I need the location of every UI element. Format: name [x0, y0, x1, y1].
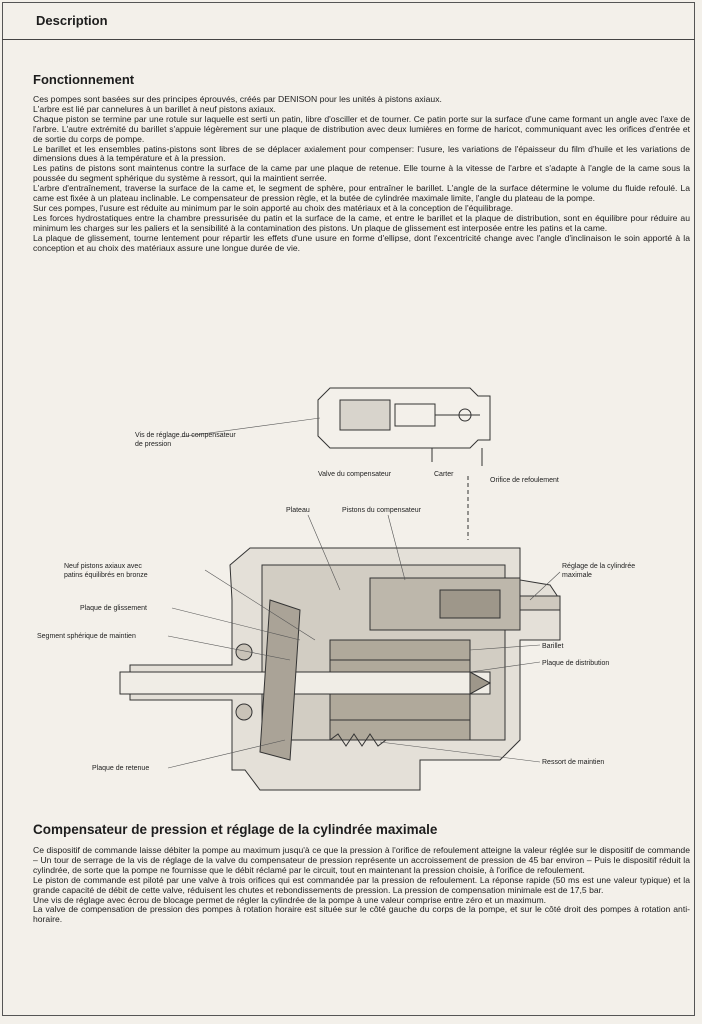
- label-vis-reglage-1: Vis de réglage du compensateur: [135, 432, 236, 439]
- label-plaque-retenue: Plaque de retenue: [92, 765, 150, 772]
- pump-diagram: [0, 370, 702, 810]
- paragraph: La plaque de glissement, tourne lentement pour répartir les effets d'une usure en forme d'ellipse, dont l'excentricité change avec l'angle d'inclinaison le soin apporté à la conception et au choix des matériaux assure une longue durée de vie.: [33, 232, 690, 253]
- label-carter: Carter: [434, 471, 454, 478]
- section-fonctionnement: [33, 72, 690, 254]
- label-reglage-cyl-1: Réglage de la cylindrée: [562, 563, 636, 570]
- label-ressort: Ressort de maintien: [542, 759, 605, 766]
- paragraph: Une vis de réglage avec écrou de blocage permet de régler la cylindrée de la pompe à une valeur comprise entre zéro et un maximum.: [33, 894, 547, 905]
- section-compensateur: [33, 822, 690, 925]
- section-title: Compensateur de pression et réglage de la cylindrée maximale: [33, 822, 438, 837]
- label-neuf-pistons-1: Neuf pistons axiaux avec: [64, 563, 142, 570]
- label-plaque-glissement: Plaque de glissement: [80, 605, 147, 612]
- paragraph: Ce dispositif de commande laisse débiter la pompe au maximum jusqu'à ce que la pression à l'orifice de refoulement atteigne la valeur réglée sur le dispositif de commande – Un tour de serrage de la vis de réglage de la valve du compensateur de pression représente un accroissement de pression de 45 bar environ – Puis le dispositif réduit la cylindrée, de sorte que la pompe ne fournisse que le débit réclamé par le circuit, tout en maintenant la pression choisie, à l'orifice de refoulement.: [33, 845, 690, 875]
- label-neuf-pistons-2: patins équilibrés en bronze: [64, 572, 148, 579]
- label-pistons-comp: Pistons du compensateur: [342, 507, 421, 514]
- header-bar: [2, 2, 695, 40]
- paragraph: Sur ces pompes, l'usure est réduite au minimum par le soin apporté au choix des matériaux et à la conception de l'équilibrage.: [33, 202, 514, 213]
- label-barillet: Barillet: [542, 643, 564, 650]
- paragraph: Les forces hydrostatiques entre la chambre pressurisée du patin et la surface de la came, et entre le barillet et la plaque de distribution, sont en équilibre pour réduire au minimum les charges sur les paliers et la sensibilité à la contamination des pistons. Un plaque de glissement est interposée entre les patins et la came.: [33, 212, 690, 233]
- section-title: Fonctionnement: [33, 72, 135, 87]
- label-valve: Valve du compensateur: [318, 471, 392, 478]
- label-plaque-distribution: Plaque de distribution: [542, 660, 610, 667]
- paragraph: La valve de compensation de pression des pompes à rotation horaire est située sur le côté gauche du corps de la pompe, et sur le côté droit des pompes à rotation anti-horaire.: [33, 904, 690, 925]
- paragraph: Ces pompes sont basées sur des principes éprouvés, créés par DENISON pour les unités à pistons axiaux.: [33, 94, 442, 104]
- paragraph: L'arbre d'entraînement, traverse la surface de la came et, le segment de sphère, pour entraîner le barillet. L'angle de la surface détermine le volume du fluide refoulé. La came est fixée à un plateau inclinable. Le compensateur de pression règle, et la butée de cylindrée maximale limite, l'angle du plateau de la pompe.: [33, 183, 690, 204]
- paragraph: L'arbre est lié par cannelures à un barillet à neuf pistons axiaux.: [33, 103, 276, 114]
- page-title: Description: [36, 13, 108, 28]
- paragraph: Chaque piston se termine par une rotule sur laquelle est serti un patin, libre d'osciller et de tourner. Ce patin porte sur la surface d'une came formant un angle avec l'axe de l'arbre. L'autre extrémité du barillet s'appuie légèrement sur une plaque de distribution avec deux lumières en forme de haricot, communiquant avec les orifices d'entrée et de sortie du corps de pompe.: [33, 113, 690, 144]
- label-orifice: Orifice de refoulement: [490, 477, 559, 484]
- paragraph: Le barillet et les ensembles patins-pistons sont libres de se déplacer axialement pour compenser: l'usure, les variations de l'épaisseur du film d'huile et les variations de dimensions dues à la température et à la pression.: [33, 143, 690, 164]
- label-vis-reglage-2: de pression: [135, 441, 172, 448]
- label-plateau: Plateau: [286, 507, 310, 514]
- paragraph: Le piston de commande est piloté par une valve à trois orifices qui est commandée par la pression de refoulement. La réponse rapide (50 ms est une valeur typique) et la grande capacité de débit de cette valve, réduisent les chutes et rebondissements de pression. La pression de compensation minimale est de 17,5 bar.: [33, 874, 690, 895]
- section-text: [33, 95, 690, 254]
- label-segment: Segment sphérique de maintien: [37, 633, 136, 640]
- paragraph: Les patins de pistons sont maintenus contre la surface de la came par une plaque de retenue. Elle tourne à la vitesse de l'arbre et s'adapte à l'angle de la came sous la poussée du segment sphérique du système à ressort, qui la maintient serrée.: [33, 163, 690, 184]
- section-text: [33, 846, 690, 925]
- label-reglage-cyl-2: maximale: [562, 572, 592, 579]
